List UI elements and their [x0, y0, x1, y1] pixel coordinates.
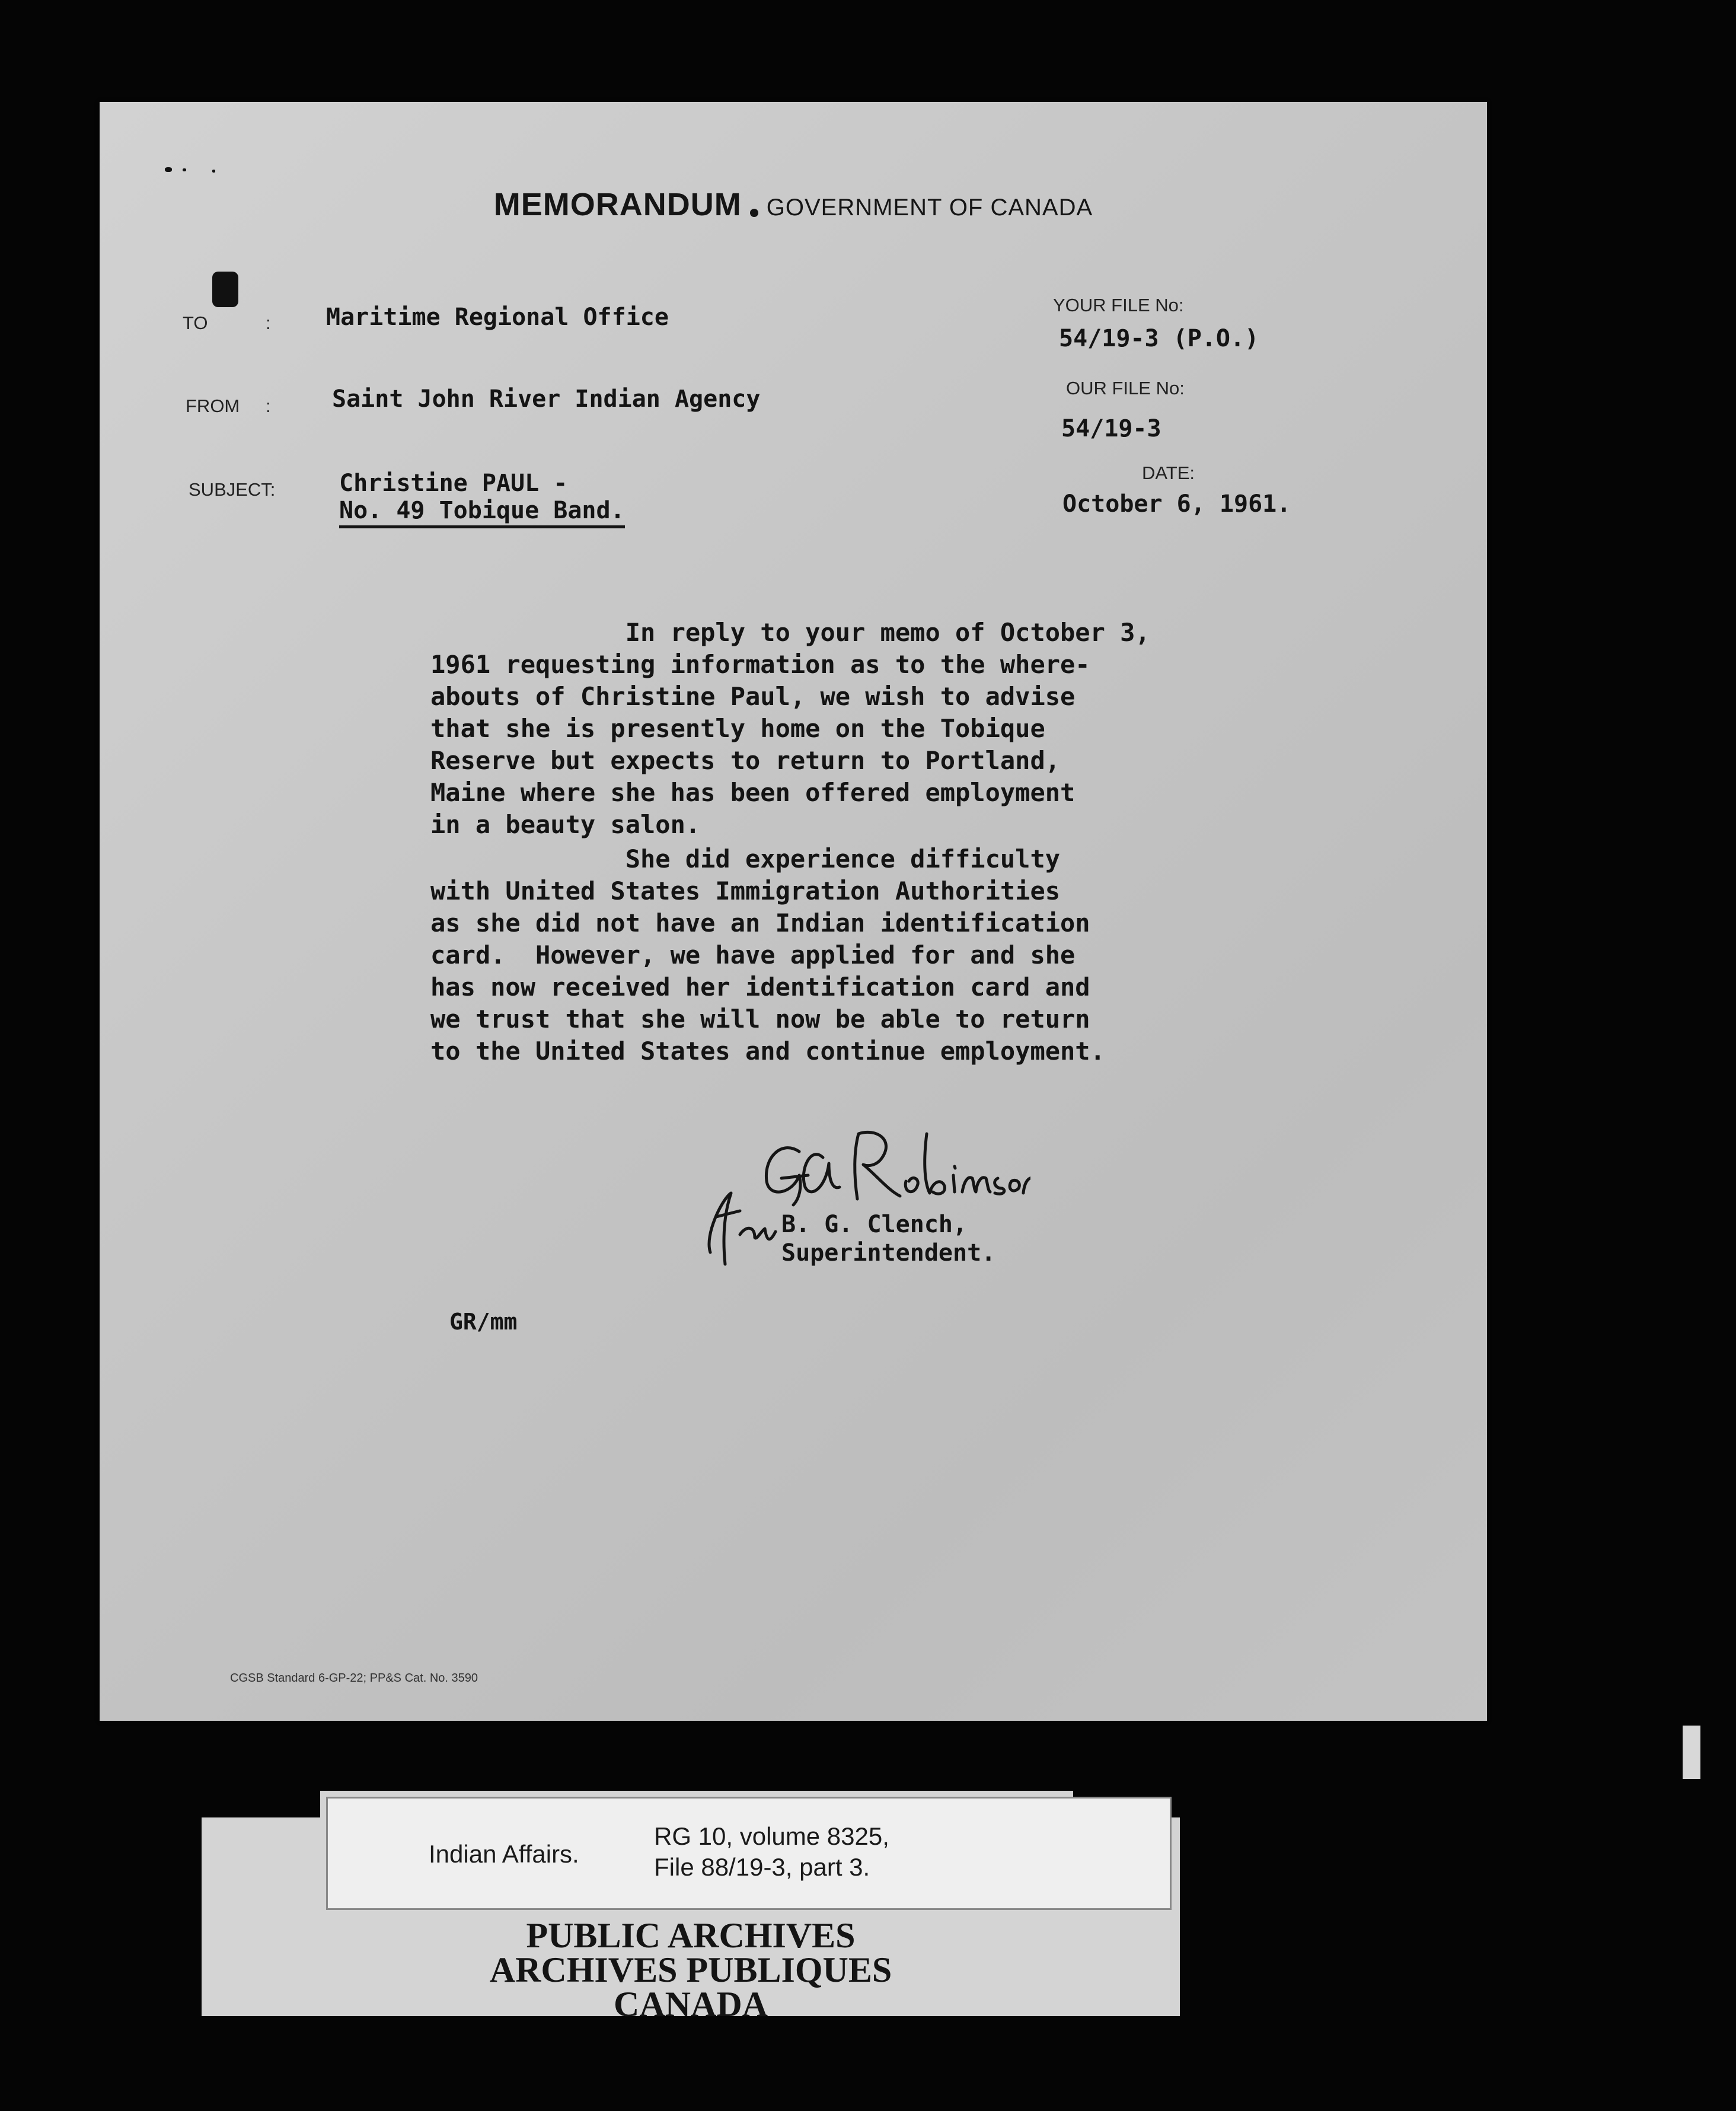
to-value: Maritime Regional Office: [326, 304, 669, 331]
to-colon: :: [266, 312, 271, 333]
date-value: October 6, 1961.: [1062, 490, 1291, 518]
memo-header: [100, 186, 1487, 223]
date-label: DATE:: [1142, 463, 1195, 483]
our-file-label: OUR FILE No:: [1066, 378, 1185, 398]
our-file-value: 54/19-3: [1061, 415, 1161, 442]
hole-punch-mark: [212, 272, 238, 307]
archive-reference-card: [326, 1797, 1172, 1910]
archive-dept: Indian Affairs.: [429, 1840, 579, 1868]
archives-stamp: [202, 1916, 1180, 2024]
from-value: Saint John River Indian Agency: [332, 385, 761, 413]
body-paragraph-1: In reply to your memo of October 3, 1961 requesting information as to the where- abouts of Christine Paul, we wish to advise that she is presently home on the Tobique Reserve but expects to return to Portland, Maine where she has been offered employment in a beauty salon.: [430, 618, 1150, 839]
archive-reference-line-1: RG 10, volume 8325,: [654, 1822, 889, 1850]
memo-subtitle: GOVERNMENT OF CANADA: [766, 194, 1093, 221]
bullet-icon: [750, 209, 758, 217]
speck-mark: [212, 170, 215, 173]
archives-stamp-line-3: CANADA: [614, 1985, 768, 2024]
body-paragraph-2: She did experience difficulty with United States Immigration Authorities as she did not have an Indian identification card. However, we have applied for and she has now received her identification card and we trust that she will now be able to return to the United States and continue employment.: [430, 844, 1105, 1066]
signer-title: Superintendent.: [781, 1239, 996, 1267]
from-label: FROM: [186, 396, 240, 416]
from-colon: :: [266, 396, 271, 416]
to-label: TO: [183, 312, 208, 333]
speck-mark: [183, 168, 186, 171]
subject-line-1: Christine PAUL -: [339, 470, 568, 497]
archive-reference-line-2: File 88/19-3, part 3.: [654, 1853, 870, 1881]
form-standard-footer: CGSB Standard 6-GP-22; PP&S Cat. No. 3590: [230, 1672, 478, 1685]
memo-page: [100, 102, 1487, 1721]
signer-name: B. G. Clench,: [781, 1211, 968, 1238]
your-file-value: 54/19-3 (P.O.): [1059, 325, 1259, 352]
subject-line-2: No. 49 Tobique Band.: [339, 497, 625, 528]
your-file-label: YOUR FILE No:: [1053, 295, 1184, 315]
speck-mark: [165, 167, 172, 172]
typist-initials: GR/mm: [449, 1309, 518, 1335]
archives-stamp-line-2: ARCHIVES PUBLIQUES: [489, 1950, 892, 1989]
subject-label: SUBJECT:: [189, 479, 276, 500]
film-edge-mark: [1683, 1726, 1700, 1779]
archives-stamp-line-1: PUBLIC ARCHIVES: [526, 1916, 856, 1955]
memo-title: MEMORANDUM: [493, 187, 742, 222]
